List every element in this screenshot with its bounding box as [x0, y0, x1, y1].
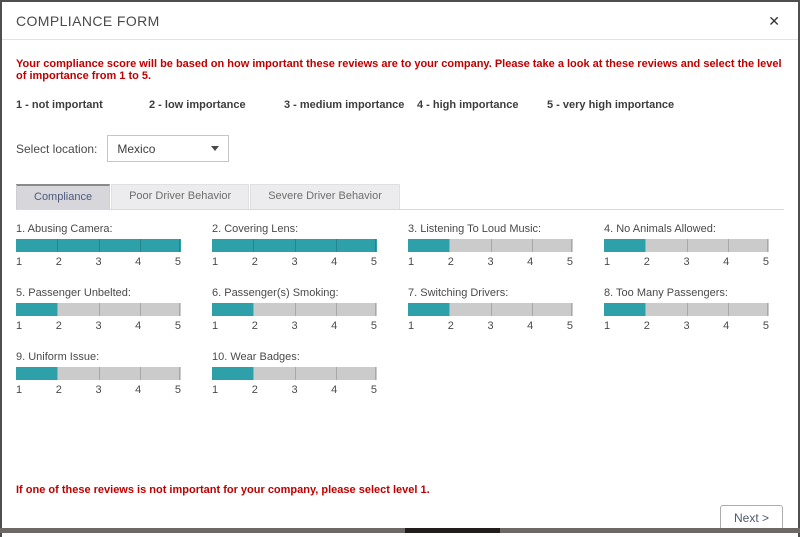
- scale-number: 1: [212, 256, 219, 268]
- scale-number: 2: [643, 320, 650, 332]
- scale-number: 4: [135, 320, 142, 332]
- slider-item-switching-drivers: [408, 287, 573, 332]
- scale-number: 3: [291, 384, 298, 396]
- slider-grid: [16, 223, 784, 396]
- tab-compliance[interactable]: Compliance: [16, 184, 110, 209]
- window-bottom-edge: [0, 528, 800, 533]
- scale-number: 1: [604, 320, 611, 332]
- scale-number: 3: [683, 256, 690, 268]
- scale-number: 1: [408, 256, 415, 268]
- scale-number: 1: [212, 320, 219, 332]
- slider-label: 6. Passenger(s) Smoking:: [212, 287, 339, 299]
- scale-number: 1: [212, 384, 219, 396]
- scale-number: 2: [447, 320, 454, 332]
- scale-number: 5: [370, 256, 377, 268]
- scale-number: 3: [291, 320, 298, 332]
- scale-number: 4: [723, 320, 730, 332]
- scale-number: 4: [135, 256, 142, 268]
- instruction-text: Your compliance score will be based on how important these reviews are to your company. Please take a look at these reviews and select the level of importance from 1 to 5.: [16, 58, 782, 82]
- close-icon[interactable]: ✕: [768, 12, 780, 29]
- scale-number: 1: [604, 256, 611, 268]
- scale-number: 1: [16, 320, 23, 332]
- tab-severe-driver-behavior[interactable]: Severe Driver Behavior: [250, 184, 400, 209]
- scale-number: 4: [723, 256, 730, 268]
- scale-number: 1: [16, 384, 23, 396]
- scale-number: 5: [174, 256, 181, 268]
- scale-number: 4: [135, 384, 142, 396]
- scale-number: 4: [331, 256, 338, 268]
- scale-number: 3: [487, 320, 494, 332]
- slider-scale: [212, 320, 377, 332]
- slider-scale: [408, 256, 573, 268]
- slider-scale: [16, 256, 181, 268]
- footer-note: If one of these reviews is not important for your company, please select level 1.: [16, 484, 430, 496]
- importance-slider[interactable]: [604, 303, 769, 316]
- chevron-down-icon: [211, 146, 219, 151]
- slider-fill: [604, 239, 645, 252]
- slider-fill: [408, 239, 449, 252]
- slider-item-passenger-unbelted: [16, 287, 181, 332]
- tab-bar: [16, 184, 784, 210]
- scale-number: 4: [527, 320, 534, 332]
- scale-number: 3: [291, 256, 298, 268]
- scale-number: 5: [174, 320, 181, 332]
- slider-item-covering-lens: [212, 223, 377, 268]
- scale-number: 5: [566, 320, 573, 332]
- slider-scale: [604, 320, 769, 332]
- importance-legend: [16, 99, 784, 111]
- scale-number: 3: [95, 256, 102, 268]
- scale-number: 2: [251, 256, 258, 268]
- slider-fill: [16, 367, 57, 380]
- slider-item-wear-badges: [212, 351, 377, 396]
- slider-fill: [604, 303, 645, 316]
- importance-slider[interactable]: [604, 239, 769, 252]
- slider-scale: [408, 320, 573, 332]
- slider-item-too-many-passengers: [604, 287, 769, 332]
- scale-number: 2: [251, 320, 258, 332]
- slider-label: 3. Listening To Loud Music:: [408, 223, 542, 235]
- scale-number: 5: [174, 384, 181, 396]
- slider-item-uniform-issue: [16, 351, 181, 396]
- slider-label: 8. Too Many Passengers:: [604, 287, 728, 299]
- scale-number: 5: [762, 256, 769, 268]
- slider-fill: [408, 303, 449, 316]
- scale-number: 3: [683, 320, 690, 332]
- location-dropdown[interactable]: [107, 135, 229, 162]
- location-row: [16, 135, 784, 162]
- slider-label: 7. Switching Drivers:: [408, 287, 509, 299]
- slider-scale: [212, 256, 377, 268]
- scale-number: 5: [566, 256, 573, 268]
- scale-number: 2: [447, 256, 454, 268]
- slider-item-listening-to-loud-music: [408, 223, 573, 268]
- importance-slider[interactable]: [212, 303, 377, 316]
- importance-slider[interactable]: [212, 367, 377, 380]
- slider-label: 9. Uniform Issue:: [16, 351, 100, 363]
- location-label: Select location:: [16, 141, 98, 156]
- scale-number: 2: [251, 384, 258, 396]
- tab-poor-driver-behavior[interactable]: Poor Driver Behavior: [111, 184, 249, 209]
- slider-item-abusing-camera: [16, 223, 181, 268]
- scale-number: 5: [370, 320, 377, 332]
- scale-number: 5: [370, 384, 377, 396]
- legend-item-3: 3 - medium importance: [284, 99, 405, 111]
- importance-slider[interactable]: [408, 239, 573, 252]
- scale-number: 3: [487, 256, 494, 268]
- importance-slider[interactable]: [212, 239, 377, 252]
- importance-slider[interactable]: [16, 239, 181, 252]
- legend-item-4: 4 - high importance: [417, 99, 519, 111]
- importance-slider[interactable]: [16, 303, 181, 316]
- scale-number: 2: [55, 256, 62, 268]
- slider-item-no-animals-allowed: [604, 223, 769, 268]
- importance-slider[interactable]: [16, 367, 181, 380]
- legend-item-5: 5 - very high importance: [547, 99, 675, 111]
- scale-number: 2: [55, 320, 62, 332]
- slider-label: 4. No Animals Allowed:: [604, 223, 716, 235]
- window-bottom-notch: [405, 528, 500, 533]
- importance-slider[interactable]: [408, 303, 573, 316]
- scale-number: 1: [16, 256, 23, 268]
- slider-item-passengers-smoking: [212, 287, 377, 332]
- legend-item-2: 2 - low importance: [149, 99, 246, 111]
- slider-fill: [212, 367, 253, 380]
- next-button[interactable]: Next >: [720, 505, 783, 531]
- slider-label: 10. Wear Badges:: [212, 351, 300, 363]
- dialog-body: [2, 40, 798, 531]
- location-selected-value: Mexico: [117, 141, 156, 156]
- legend-item-1: 1 - not important: [16, 99, 103, 111]
- scale-number: 2: [55, 384, 62, 396]
- slider-scale: [212, 384, 377, 396]
- slider-label: 2. Covering Lens:: [212, 223, 299, 235]
- slider-scale: [16, 320, 181, 332]
- scale-number: 3: [95, 320, 102, 332]
- scale-number: 4: [331, 320, 338, 332]
- slider-fill: [16, 303, 57, 316]
- dialog-title: COMPLIANCE FORM: [16, 12, 160, 29]
- slider-label: 1. Abusing Camera:: [16, 223, 113, 235]
- dialog-header: [2, 2, 798, 40]
- scale-number: 5: [762, 320, 769, 332]
- scale-number: 4: [331, 384, 338, 396]
- slider-label: 5. Passenger Unbelted:: [16, 287, 131, 299]
- scale-number: 2: [643, 256, 650, 268]
- scale-number: 3: [95, 384, 102, 396]
- scale-number: 4: [527, 256, 534, 268]
- slider-scale: [16, 384, 181, 396]
- scale-number: 1: [408, 320, 415, 332]
- slider-scale: [604, 256, 769, 268]
- slider-fill: [212, 303, 253, 316]
